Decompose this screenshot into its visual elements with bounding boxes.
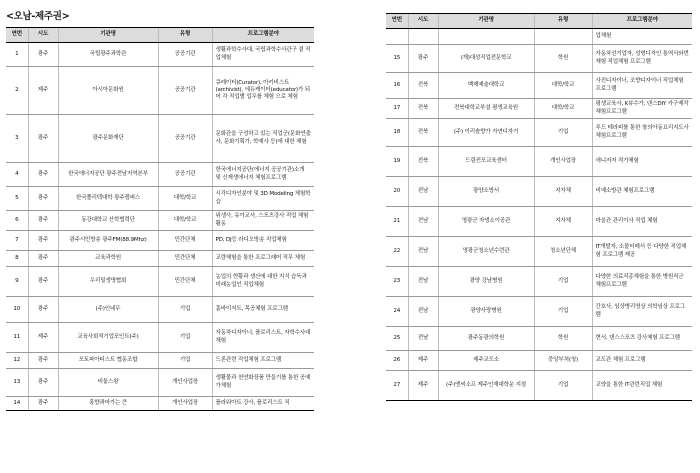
institution-type: 기업 — [534, 119, 592, 147]
table-row — [6, 251, 314, 267]
institution-type: 지자체 — [534, 177, 592, 207]
institution-type: 공공기관 — [158, 163, 212, 187]
institution-type: 학원 — [534, 45, 592, 73]
program-field: 시각디자인분야 및 3D Modeling 체험학습 — [212, 187, 314, 211]
institution-type: 대학/학교 — [534, 73, 592, 99]
institution-type: 대학/학교 — [158, 187, 212, 211]
row-number: 8 — [6, 251, 28, 267]
row-number: 23 — [386, 267, 408, 297]
region: 전북 — [408, 119, 438, 147]
institution-type: 지자체 — [534, 207, 592, 237]
institution-type: 개인사업장 — [158, 369, 212, 397]
row-number: 4 — [6, 163, 28, 187]
institution-type: 기업 — [158, 353, 212, 369]
institution-type: 기업 — [158, 297, 212, 323]
program-field: 비예소방관 체험프로그램 — [592, 177, 692, 207]
program-field: 생활과학수사대, 국립과학수사관구 곁 직업체험 — [212, 43, 314, 67]
institution-type: 중앙부처(청) — [534, 351, 592, 371]
program-field: 생활물과 천연화장품 만들기를 통한 공예가체험 — [212, 369, 314, 397]
institution-type — [534, 29, 592, 45]
table-row — [386, 119, 692, 147]
region: 전남 — [408, 237, 438, 267]
program-field: 업체험 — [592, 29, 692, 45]
region: 전남 — [408, 177, 438, 207]
institution-name: 국립광주과학관 — [58, 43, 158, 67]
program-field: 자동차디자이너, 플로리스트, 자학수사대 체험 — [212, 323, 314, 353]
institution-type: 기업 — [534, 297, 592, 327]
row-number: 27 — [386, 371, 408, 401]
program-field: 농업의 현황과 생산에 대한 지식 습득과 미래농업인 직업체험 — [212, 267, 314, 297]
row-number: 2 — [6, 67, 28, 115]
table-row — [386, 237, 692, 267]
program-field: 푸드 테라피를 통한 창의아동요리지도사 체험프로그램 — [592, 119, 692, 147]
institution-name: 아시아문화원 — [58, 67, 158, 115]
header-row — [6, 28, 314, 43]
region: 제주 — [28, 67, 58, 115]
table-row — [6, 369, 314, 397]
header-institution: 기관명 — [58, 28, 158, 43]
region: 제주 — [408, 371, 438, 401]
row-number: 20 — [386, 177, 408, 207]
institution-name: 한국에너지공단 광주전남지역본부 — [58, 163, 158, 187]
institution-name: 제주교도소 — [438, 351, 534, 371]
region: 전남 — [408, 207, 438, 237]
program-field: 문화관을 구성하고 있는 직업군(문화연출사, 문화기획가, 학예사 등)에 대한 체험 — [212, 115, 314, 163]
row-number: 5 — [6, 187, 28, 211]
region: 제주 — [28, 323, 58, 353]
institution-name: 교육과학원 — [58, 251, 158, 267]
region: 광주 — [408, 45, 438, 73]
institution-type: 청소년단체 — [534, 237, 592, 267]
program-field: 자동차선기업자, 성형디자인 통역사와번체험 직업체험 프로그램 — [592, 45, 692, 73]
row-number: 19 — [386, 147, 408, 177]
region: 전북 — [408, 99, 438, 119]
row-number: 9 — [6, 267, 28, 297]
row-number: 22 — [386, 237, 408, 267]
institution-name: 전북대학교부설 평생교육원 — [438, 99, 534, 119]
program-field: 교도관 체험 프로그램 — [592, 351, 692, 371]
header-program: 프로그램분야 — [212, 28, 314, 43]
header-type: 유형 — [534, 14, 592, 29]
program-field: 드론관련 직업체험 프로그램 — [212, 353, 314, 369]
header-type: 유형 — [158, 28, 212, 43]
table-row — [386, 73, 692, 99]
program-field: 애니저저 적가체험 — [592, 147, 692, 177]
table-row — [386, 147, 692, 177]
region: 전남 — [408, 267, 438, 297]
table-row — [6, 211, 314, 231]
institution-name: 광양소방서 — [438, 177, 534, 207]
region: 광주 — [28, 163, 58, 187]
institution-name — [438, 29, 534, 45]
institution-name: 흥향콰마가는 큰 — [58, 397, 158, 411]
table-row — [6, 353, 314, 369]
table-row — [386, 351, 692, 371]
region: 전남 — [408, 297, 438, 327]
institution-name: 광주문화재단 — [58, 115, 158, 163]
institution-name: 동강대학교 산학협력단 — [58, 211, 158, 231]
row-number: 16 — [386, 73, 408, 99]
institution-type: 기업 — [534, 267, 592, 297]
table-row — [386, 297, 692, 327]
region: 광주 — [28, 115, 58, 163]
row-number: 14 — [6, 397, 28, 411]
institution-type: 공공기관 — [158, 115, 212, 163]
section-title: <오남-제주권> — [6, 11, 70, 22]
table-row — [6, 267, 314, 297]
header-sido: 시도 — [408, 14, 438, 29]
program-field: 현서, 댄스스포츠 강사체험 프로그램 — [592, 327, 692, 351]
row-number: 13 — [6, 369, 28, 397]
region: 광주 — [28, 267, 58, 297]
program-field: PD, DJ등 라디오방송 직업체험 — [212, 231, 314, 251]
row-number: 15 — [386, 45, 408, 73]
table-row — [6, 323, 314, 353]
institution-name: 백제예술대학교 — [438, 73, 534, 99]
row-number: 12 — [6, 353, 28, 369]
institution-name: 광양 강남병원 — [438, 267, 534, 297]
header-sido: 시도 — [28, 28, 58, 43]
institution-type: 대학/학교 — [158, 211, 212, 231]
row-number: 10 — [6, 297, 28, 323]
table-row — [386, 267, 692, 297]
institution-type: 학원 — [534, 327, 592, 351]
table-row — [386, 45, 692, 73]
region: 전남 — [408, 327, 438, 351]
institution-name: 우리밀생명협회 — [58, 267, 158, 297]
region: 전북 — [408, 147, 438, 177]
table-row — [6, 67, 314, 115]
table-row — [6, 187, 314, 211]
row-number — [386, 29, 408, 45]
row-number: 11 — [6, 323, 28, 353]
row-number: 26 — [386, 351, 408, 371]
table-row — [6, 397, 314, 411]
table-row — [386, 177, 692, 207]
region: 광주 — [28, 397, 58, 411]
region: 광주 — [28, 297, 58, 323]
institution-type: 개인사업장 — [534, 147, 592, 177]
header-no: 연번 — [6, 28, 28, 43]
program-field: 평생교육사, K뷰수가, 댄스DIY 가구제작 체험프로그램 — [592, 99, 692, 119]
program-field: 큐레이터(Curator), 아키비스트(archivist), 에듀케이터(educator)가 되어 각 직업별 업무를 체험 으로 체험 — [212, 67, 314, 115]
institution-name: 드림컨포교육센터 — [438, 147, 534, 177]
institution-name: (재)대성직업전문학교 — [438, 45, 534, 73]
region: 광주 — [28, 211, 58, 231]
institution-type: 공공기관 — [158, 67, 212, 115]
table-row — [6, 163, 314, 187]
table-row — [386, 99, 692, 119]
institution-name: 광주동광의학원 — [438, 327, 534, 351]
table-row — [386, 327, 692, 351]
table-row — [6, 115, 314, 163]
institution-name: 한국폴리텍대학 광주캠퍼스 — [58, 187, 158, 211]
institution-type: 기업 — [534, 371, 592, 401]
row-number: 1 — [6, 43, 28, 67]
row-number: 18 — [386, 119, 408, 147]
institution-name: 영광군 자생소이공관 — [438, 207, 534, 237]
table-row — [386, 207, 692, 237]
header-no: 연번 — [386, 14, 408, 29]
region: 광주 — [28, 369, 58, 397]
program-field: 홈바이저트, 목공체험 프로그램 — [212, 297, 314, 323]
region: 전북 — [408, 73, 438, 99]
program-field: 마을관 관리이사 직업 체험 — [592, 207, 692, 237]
program-field: 교양을 통한 IT관련직업 체험 — [592, 371, 692, 401]
table-row — [6, 297, 314, 323]
institution-type: 민간단체 — [158, 251, 212, 267]
region: 광주 — [28, 187, 58, 211]
row-number: 17 — [386, 99, 408, 119]
institution-name: 교육사회적기업포인트(주) — [58, 323, 158, 353]
header-row — [386, 14, 692, 29]
program-table-left — [6, 27, 314, 411]
program-field: 한국에너지공단(에너지 공공기관)소개 및 신재생에너지 체험프로그램 — [212, 163, 314, 187]
institution-name: 광주시민방송 광주FM(88.9Mhz) — [58, 231, 158, 251]
program-field: IT개발자, 소물터메서 등 다양한 직업체험 프로그램 제공 — [592, 237, 692, 267]
program-field: 다양한 의료직종체험을 통한 병원직군 체험프로그램 — [592, 267, 692, 297]
region — [408, 29, 438, 45]
institution-name: (주)인네무 — [58, 297, 158, 323]
institution-type: 기업 — [158, 323, 212, 353]
table-row — [386, 371, 692, 401]
row-number: 3 — [6, 115, 28, 163]
program-field: 간호사, 임상병리영상 의학임상 프로그램 — [592, 297, 692, 327]
row-number: 25 — [386, 327, 408, 351]
institution-type: 민간단체 — [158, 231, 212, 251]
region: 광주 — [28, 231, 58, 251]
region: 제주 — [408, 351, 438, 371]
region: 광주 — [28, 353, 58, 369]
table-row — [6, 43, 314, 67]
institution-type: 민간단체 — [158, 267, 212, 297]
program-table-right — [386, 13, 692, 401]
program-field: 위생사, 유아교사, 스포츠강사 직업 체험 활동 — [212, 211, 314, 231]
institution-type: 공공기관 — [158, 43, 212, 67]
table-row — [386, 29, 692, 45]
header-institution: 기관명 — [438, 14, 534, 29]
region: 광주 — [28, 251, 58, 267]
institution-name: (주) 이리솔향가 자연디자기 — [438, 119, 534, 147]
institution-name: 영광군청소년수련관 — [438, 237, 534, 267]
row-number: 21 — [386, 207, 408, 237]
region: 광주 — [28, 43, 58, 67]
row-number: 6 — [6, 211, 28, 231]
program-field: 플라워아트 강사, 플로리스트 직 — [212, 397, 314, 411]
row-number: 7 — [6, 231, 28, 251]
institution-type: 대학/학교 — [534, 99, 592, 119]
row-number: 24 — [386, 297, 408, 327]
table-row — [6, 231, 314, 251]
institution-name: (주)엔씨소프 제주인재대학운 지점 — [438, 371, 534, 401]
institution-name: 광양사랑병원 — [438, 297, 534, 327]
program-field: 사진디자이너, 조향디자이너 직업체험 프로그램 — [592, 73, 692, 99]
program-field: 교량체험을 통한 프로그래머 직무 체험 — [212, 251, 314, 267]
header-program: 프로그램분야 — [592, 14, 692, 29]
institution-type: 개인사업장 — [158, 397, 212, 411]
institution-name: 비둘스왕 — [58, 369, 158, 397]
institution-name: 포토파아티스트 협동조합 — [58, 353, 158, 369]
